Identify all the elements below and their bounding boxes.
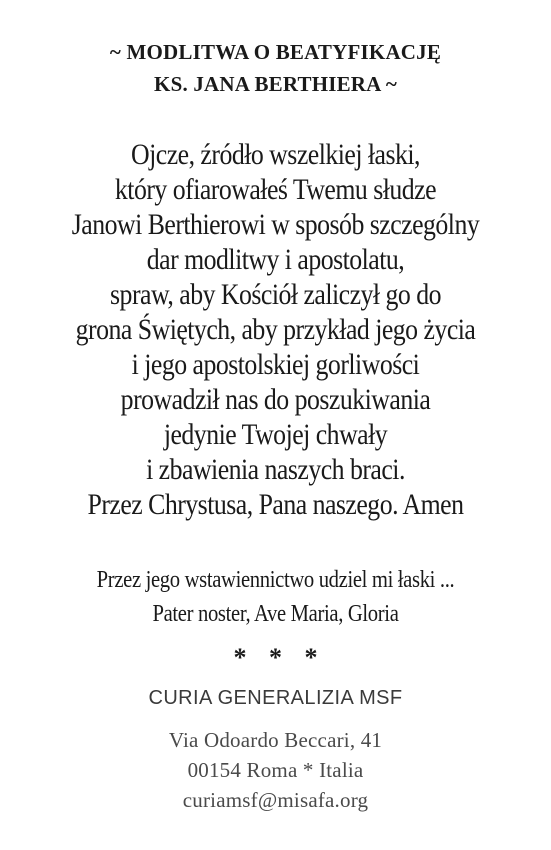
- address-street: Via Odoardo Beccari, 41: [168, 728, 383, 752]
- prayer-line: który ofiarowałeś Twemu słudze: [114, 173, 437, 206]
- prayer-line: Ojcze, źródło wszelkiej łaski,: [130, 138, 420, 171]
- prayer-line: prowadził nas do poszukiwania: [120, 383, 431, 416]
- prayer-line: Janowi Berthierowi w sposób szczególny: [71, 208, 480, 241]
- address-email: curiamsf@misafa.org: [182, 788, 369, 812]
- prayer-line: spraw, aby Kościół zaliczył go do: [110, 278, 441, 311]
- prayer-line: grona Świętych, aby przykład jego życia: [75, 313, 476, 346]
- address-city: 00154 Roma * Italia: [187, 758, 364, 782]
- address-block: [0, 725, 551, 815]
- prayer-line: Przez Chrystusa, Pana naszego. Amen: [87, 488, 464, 521]
- intercession-line-1: Przez jego wstawiennictwo udziel mi łaski ...: [96, 567, 455, 593]
- intercession-text: [39, 563, 513, 631]
- prayer-line: dar modlitwy i apostolatu,: [146, 243, 405, 276]
- separator-stars: * * *: [233, 643, 326, 672]
- prayer-line: i jego apostolskiej gorliwości: [131, 348, 420, 381]
- prayer-title-line-2: KS. JANA BERTHIERA ~: [154, 72, 397, 96]
- prayer-title-line-1: ~ MODLITWA O BEATYFIKACJĘ: [109, 40, 442, 64]
- prayer-line: jedynie Twojej chwały: [163, 418, 388, 451]
- prayer-text: [39, 137, 513, 522]
- intercession-line-2: Pater noster, Ave Maria, Gloria: [152, 601, 399, 627]
- organization-name: CURIA GENERALIZIA MSF: [148, 687, 403, 709]
- prayer-line: i zbawienia naszych braci.: [146, 453, 405, 486]
